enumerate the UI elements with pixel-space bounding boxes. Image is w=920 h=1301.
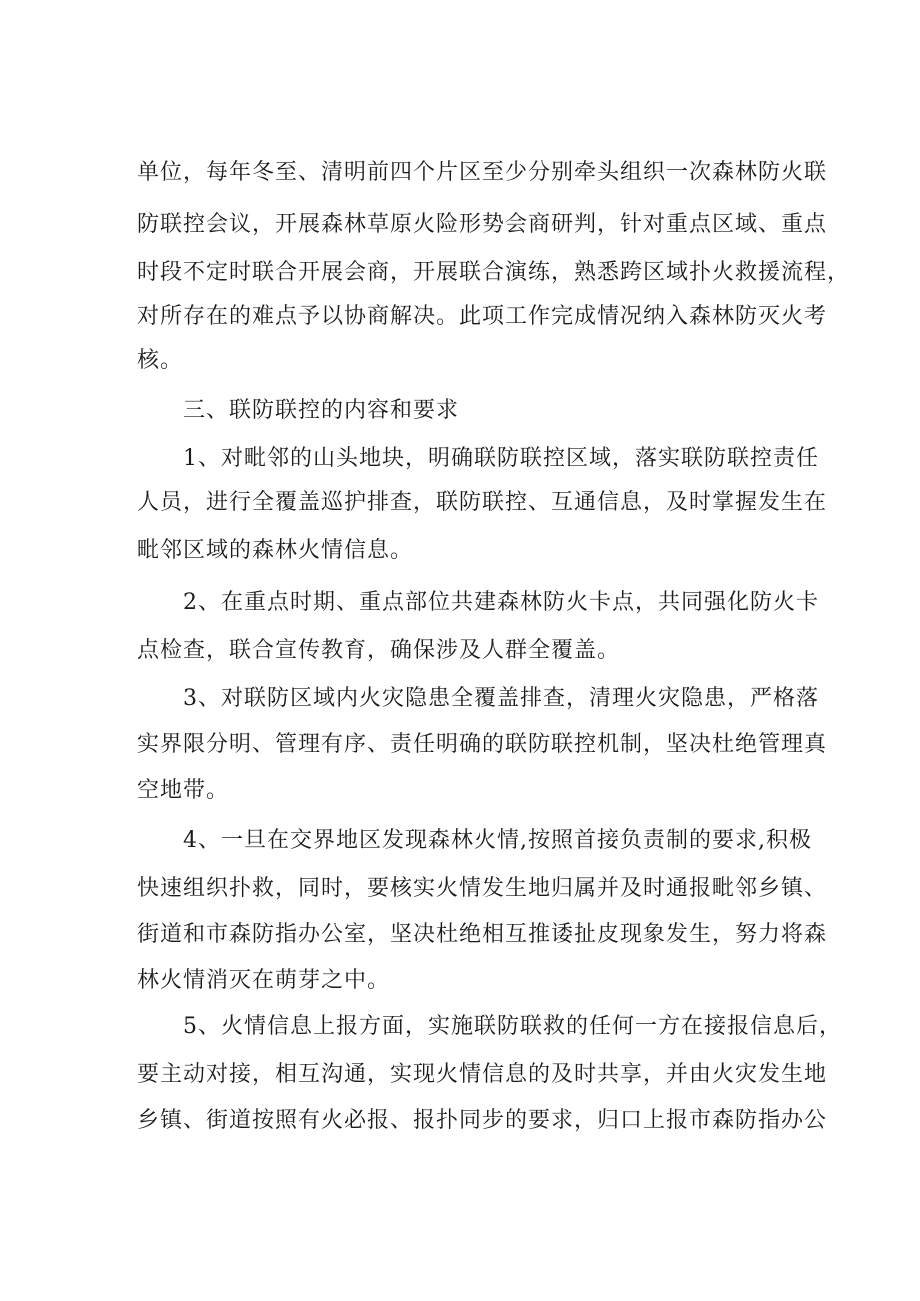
- paragraph-line: 乡镇、街道按照有火必报、报扑同步的要求，归口上报市森防指办公: [137, 1108, 828, 1133]
- paragraph-line: 毗邻区域的森林火情信息。: [137, 538, 414, 563]
- paragraph-line: 时段不定时联合开展会商，开展联合演练，熟悉跨区域扑火救援流程，: [137, 260, 851, 285]
- paragraph-line: 人员，进行全覆盖巡护排查，联防联控、互通信息，及时掌握发生在: [137, 490, 828, 515]
- paragraph-line: 1、对毗邻的山头地块，明确联防联控区域，落实联防联控责任: [183, 446, 819, 471]
- paragraph-line: 2、在重点时期、重点部位共建森林防火卡点，共同强化防火卡: [183, 590, 819, 615]
- paragraph-line: 点检查，联合宣传教育，确保涉及人群全覆盖。: [137, 638, 621, 663]
- paragraph-line: 快速组织扑救，同时，要核实火情发生地归属并及时通报毗邻乡镇、: [137, 876, 828, 901]
- paragraph-line: 要主动对接，相互沟通，实现火情信息的及时共享，并由火灾发生地: [137, 1062, 828, 1087]
- paragraph-line: 空地带。: [137, 778, 230, 803]
- paragraph-line: 单位，每年冬至、清明前四个片区至少分别牵头组织一次森林防火联: [137, 160, 828, 185]
- paragraph-line: 核。: [137, 348, 184, 373]
- paragraph-line: 林火情消灭在萌芽之中。: [137, 968, 391, 993]
- paragraph-line: 5、火情信息上报方面，实施联防联救的任何一方在接报信息后，: [183, 1014, 842, 1039]
- paragraph-line: 对所存在的难点予以协商解决。此项工作完成情况纳入森林防灭火考: [137, 304, 828, 329]
- paragraph-line: 实界限分明、管理有序、责任明确的联防联控机制，坚决杜绝管理真: [137, 732, 828, 757]
- paragraph-line: 3、对联防区域内火灾隐患全覆盖排查，清理火灾隐患，严格落: [183, 686, 819, 711]
- paragraph-line: 防联控会议，开展森林草原火险形势会商研判，针对重点区域、重点: [137, 212, 828, 237]
- section-heading: 三、联防联控的内容和要求: [183, 398, 460, 423]
- paragraph-line: 4、一旦在交界地区发现森林火情,按照首接负责制的要求,积极: [183, 828, 812, 853]
- paragraph-line: 街道和市森防指办公室，坚决杜绝相互推诿扯皮现象发生，努力将森: [137, 922, 828, 947]
